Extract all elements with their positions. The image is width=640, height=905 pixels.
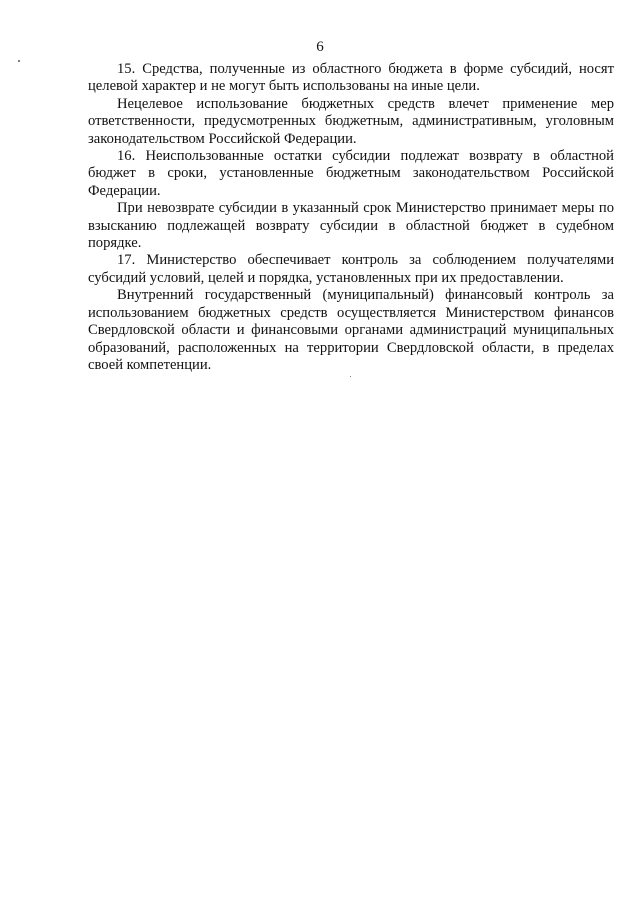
scan-speck	[350, 376, 351, 377]
document-body	[88, 61, 614, 374]
paragraph-15-funds-purpose: 15. Средства, полученные из областного бюджета в форме субсидий, носят целевой характер и не могут быть использованы на иные цели.	[88, 61, 614, 95]
page-number: 6	[316, 39, 324, 55]
paragraph-17-ministry-control: 17. Министерство обеспечивает контроль за соблюдением получателями субсидий условий, целей и порядка, установленных при их предоставлении.	[88, 252, 614, 286]
paragraph-internal-financial-control: Внутренний государственный (муниципальный) финансовый контроль за использованием бюджетных средств осуществляется Министерством финансов Свердловской области и финансовыми органами администраций муниципальных образований, расположенных на территории Свердловской области, в пределах своей компетенции.	[88, 287, 614, 373]
scan-speck	[18, 60, 20, 62]
paragraph-16-unused-balances: 16. Неиспользованные остатки субсидии подлежат возврату в областной бюджет в сроки, установленные бюджетным законодательством Российской Федерации.	[88, 148, 614, 199]
paragraph-misuse-liability: Нецелевое использование бюджетных средств влечет применение мер ответственности, предусмотренных бюджетным, административным, уголовным законодательством Российской Федерации.	[88, 95, 614, 147]
paragraph-non-return-recovery: При невозврате субсидии в указанный срок Министерство принимает меры по взысканию подлежащей возврату субсидии в областной бюджет в судебном порядке.	[88, 200, 614, 252]
